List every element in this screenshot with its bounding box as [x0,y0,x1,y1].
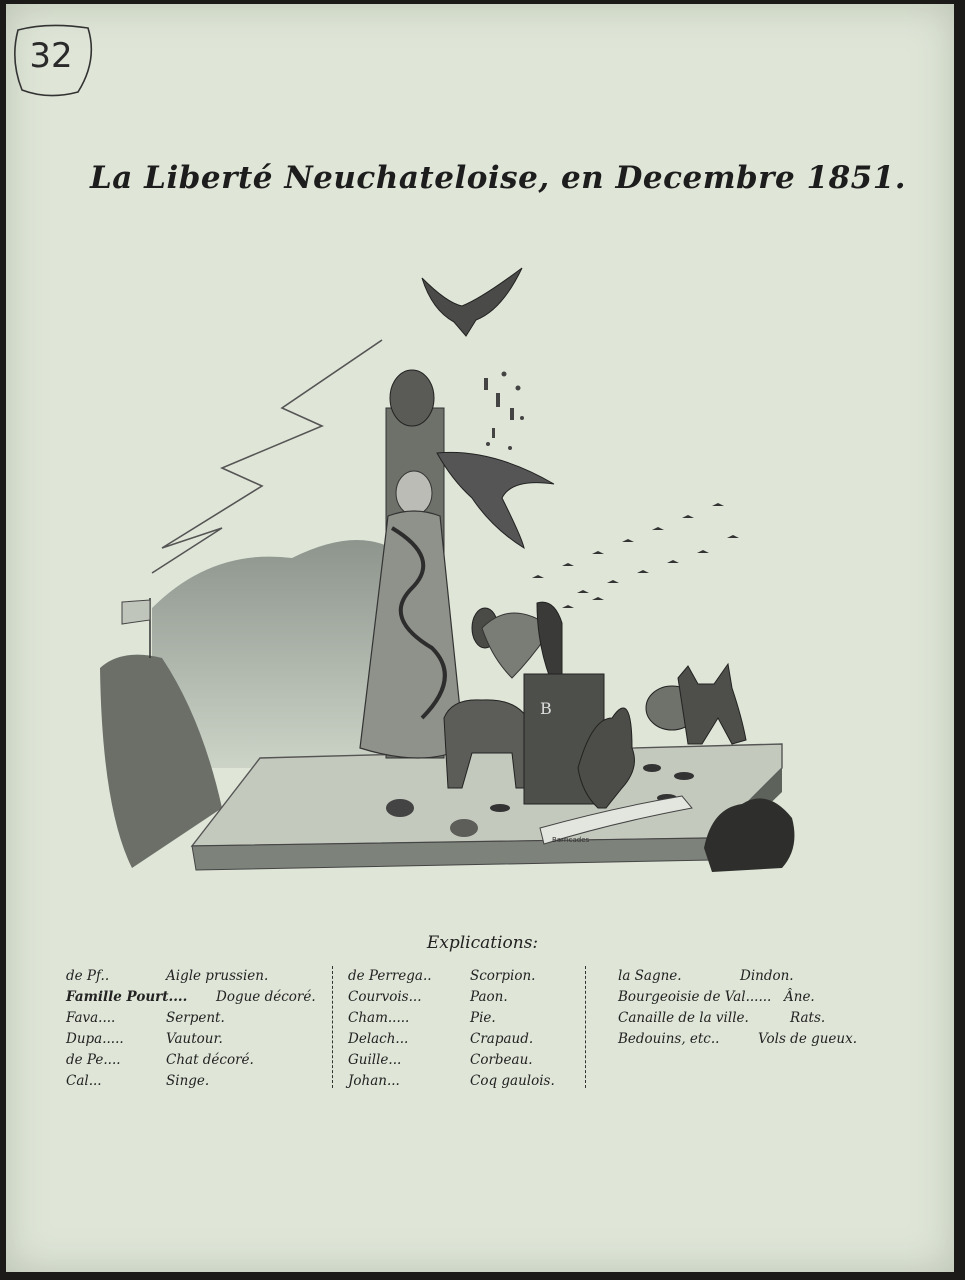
column-divider [585,966,586,1088]
legend-animal: Vols de gueux. [758,1031,858,1047]
legend-column-3 [618,968,868,1052]
vulture [437,452,554,548]
legend-person: Dupa..... [66,1031,124,1047]
legend-person: Courvois... [348,989,422,1005]
legend-person: Canaille de la ville. [618,1010,749,1026]
legend-entry [348,989,578,1010]
explications-heading: Explications: [426,933,539,953]
legend-person: la Sagne. [618,968,682,984]
legend-entry [618,1010,868,1031]
legend-entry [348,1073,578,1094]
lightning-bolt [152,340,382,573]
allegory-illustration [92,248,804,908]
flag-icon [122,600,150,624]
liberty-head [396,471,432,515]
legend-entry [66,1073,336,1094]
legend-column-1 [66,968,336,1094]
legend-entry [66,1031,336,1052]
legend-animal: Paon. [470,989,508,1005]
legend-animal: Scorpion. [470,968,536,984]
scroll-text: Barricades [552,836,590,844]
legend-entry [66,1010,336,1031]
stone-platform [192,744,782,846]
legend-entry [348,968,578,989]
legend-person: de Pe.... [66,1052,121,1068]
archive-number-stamp [8,20,94,98]
legend-entry [66,968,336,989]
legend-person: Delach... [348,1031,409,1047]
legend-animal: Dogue décoré. [216,989,316,1005]
legend-person: Guille... [348,1052,402,1068]
page-title: La Liberté Neuchateloise, en Decembre 1851. [90,160,907,196]
legend-animal: Corbeau. [470,1052,533,1068]
legend-animal: Rats. [790,1010,826,1026]
legend-entry [618,968,868,989]
column-divider [332,966,333,1088]
legend-person: de Perrega.. [348,968,432,984]
legend-animal: Coq gaulois. [470,1073,555,1089]
legend-entry [348,1010,578,1031]
decorated-cat [390,370,434,426]
legend-person: de Pf.. [66,968,110,984]
donkey [678,664,746,744]
legend-person: Fava.... [66,1010,116,1026]
legend-person: Cham..... [348,1010,410,1026]
legend-person: Famille Pourt.... [66,989,188,1005]
legend-animal: Pie. [470,1010,496,1026]
legend-animal: Dindon. [740,968,794,984]
magpie [537,602,562,678]
legend-animal: Crapaud. [470,1031,534,1047]
scorpion [386,799,414,817]
legend-animal: Singe. [166,1073,210,1089]
legend-entry [348,1052,578,1073]
legend-entry [66,1052,336,1073]
legend-entry [618,1031,868,1052]
legend-animal: Chat décoré. [166,1052,254,1068]
archive-number-text: 32 [29,36,73,76]
toad [450,819,478,837]
legend-column-2 [348,968,578,1094]
legend-person: Bedouins, etc.. [618,1031,720,1047]
legend-animal: Serpent. [166,1010,225,1026]
legend-entry [66,989,336,1010]
legend-animal: Vautour. [166,1031,223,1047]
legend-entry [618,989,868,1010]
legend-person: Johan... [348,1073,400,1089]
flock-of-birds [532,503,739,608]
falling-decorations [484,372,524,451]
legend-animal: Âne. [784,989,815,1005]
legend-person: Bourgeoisie de Val...... [618,989,772,1005]
book-letter: B [540,699,552,718]
prussian-eagle [422,268,522,336]
legend-entry [348,1031,578,1052]
legend-animal: Aigle prussien. [166,968,269,984]
legend-person: Cal... [66,1073,102,1089]
